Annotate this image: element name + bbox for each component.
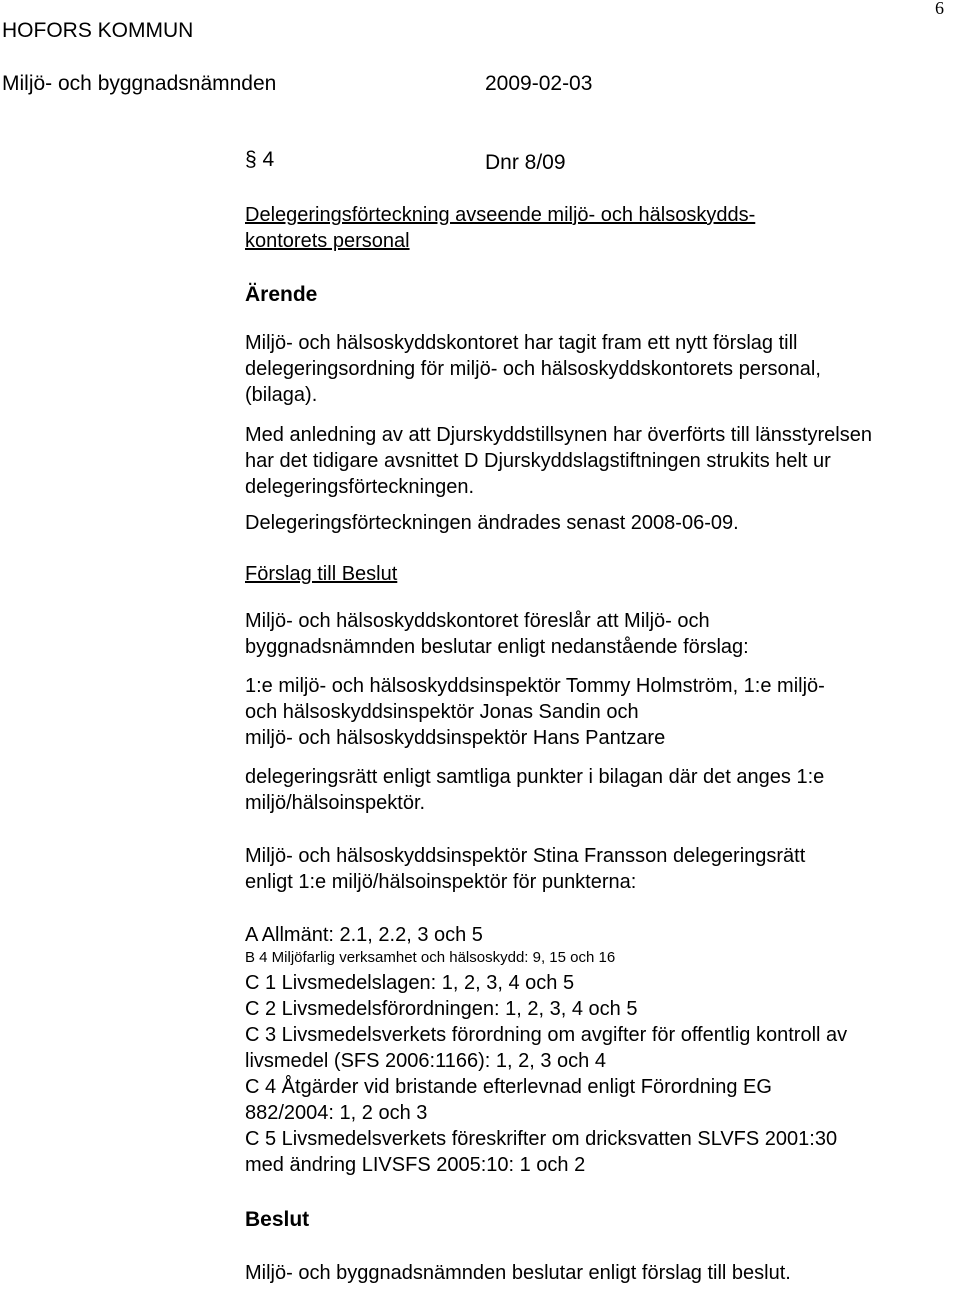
text-line: Miljö- och hälsoskyddskontoret har tagit fram ett nytt förslag till — [245, 332, 798, 354]
forslag-paragraph-1 — [245, 608, 960, 660]
section-title-line: kontorets personal — [245, 230, 410, 252]
beslut-text — [245, 1260, 960, 1286]
text-line: Delegeringsförteckningen ändrades senast 2008-06-09. — [245, 512, 739, 534]
forslag-heading: Förslag till Beslut — [245, 563, 398, 585]
arende-paragraph-3 — [245, 510, 960, 536]
text-line: miljö- och hälsoskyddsinspektör Hans Pantzare — [245, 727, 666, 749]
text-line: Miljö- och hälsoskyddsinspektör Stina Fransson delegeringsrätt — [245, 845, 806, 867]
forslag-paragraph-4 — [245, 843, 960, 895]
item-c4 — [245, 1074, 960, 1126]
item-c3 — [245, 1022, 960, 1074]
text-line: delegeringsrätt enligt samtliga punkter i bilagan där det anges 1:e — [245, 766, 825, 788]
meeting-date: 2009-02-03 — [485, 72, 593, 95]
text-line: och hälsoskyddsinspektör Jonas Sandin och — [245, 701, 639, 723]
text-line: Miljö- och byggnadsnämnden beslutar enligt förslag till beslut. — [245, 1262, 791, 1284]
list-item: 882/2004: 1, 2 och 3 — [245, 1102, 428, 1124]
item-c1 — [245, 970, 960, 996]
section-title — [245, 202, 960, 254]
arende-heading: Ärende — [245, 283, 318, 306]
forslag-paragraph-3 — [245, 764, 960, 816]
list-item: C 1 Livsmedelslagen: 1, 2, 3, 4 och 5 — [245, 972, 575, 994]
text-line: byggnadsnämnden beslutar enligt nedanstående förslag: — [245, 636, 749, 658]
section-title-line: Delegeringsförteckning avseende miljö- och hälsoskydds- — [245, 204, 756, 226]
item-c5 — [245, 1126, 960, 1178]
item-a — [245, 922, 960, 948]
list-item: B 4 Miljöfarlig verksamhet och hälsoskydd: 9, 15 och 16 — [245, 949, 616, 966]
text-line: Med anledning av att Djurskyddstillsynen har överförts till länsstyrelsen — [245, 424, 872, 446]
beslut-heading: Beslut — [245, 1208, 310, 1231]
list-item: C 3 Livsmedelsverkets förordning om avgifter för offentlig kontroll av — [245, 1024, 848, 1046]
text-line: delegeringsförteckningen. — [245, 476, 475, 498]
list-item: livsmedel (SFS 2006:1166): 1, 2, 3 och 4 — [245, 1050, 606, 1072]
text-line: enligt 1:e miljö/hälsoinspektör för punkterna: — [245, 871, 637, 893]
list-item: C 5 Livsmedelsverkets föreskrifter om dricksvatten SLVFS 2001:30 — [245, 1128, 838, 1150]
text-line: Miljö- och hälsoskyddskontoret föreslår att Miljö- och — [245, 610, 710, 632]
organization-name: HOFORS KOMMUN — [2, 19, 194, 42]
list-item: C 2 Livsmedelsförordningen: 1, 2, 3, 4 och 5 — [245, 998, 638, 1020]
forslag-paragraph-2 — [245, 673, 960, 751]
list-item: med ändring LIVSFS 2005:10: 1 och 2 — [245, 1154, 586, 1176]
text-line: har det tidigare avsnittet D Djurskyddslagstiftningen strukits helt ur — [245, 450, 831, 472]
item-b — [245, 948, 960, 968]
arende-paragraph-2 — [245, 422, 960, 500]
page-number: 6 — [935, 0, 944, 18]
list-item: A Allmänt: 2.1, 2.2, 3 och 5 — [245, 924, 483, 946]
text-line: (bilaga). — [245, 384, 318, 406]
list-item: C 4 Åtgärder vid bristande efterlevnad enligt Förordning EG — [245, 1076, 772, 1098]
dnr: Dnr 8/09 — [485, 151, 566, 174]
section-number — [245, 147, 274, 173]
paragraph-mark: § — [245, 148, 257, 171]
text-line: miljö/hälsoinspektör. — [245, 792, 426, 814]
item-c2 — [245, 996, 960, 1022]
board-name: Miljö- och byggnadsnämnden — [2, 72, 277, 95]
arende-paragraph-1 — [245, 330, 960, 408]
section-number-value: 4 — [262, 148, 275, 171]
text-line: delegeringsordning för miljö- och hälsoskyddskontorets personal, — [245, 358, 821, 380]
text-line: 1:e miljö- och hälsoskyddsinspektör Tommy Holmström, 1:e miljö- — [245, 675, 825, 697]
